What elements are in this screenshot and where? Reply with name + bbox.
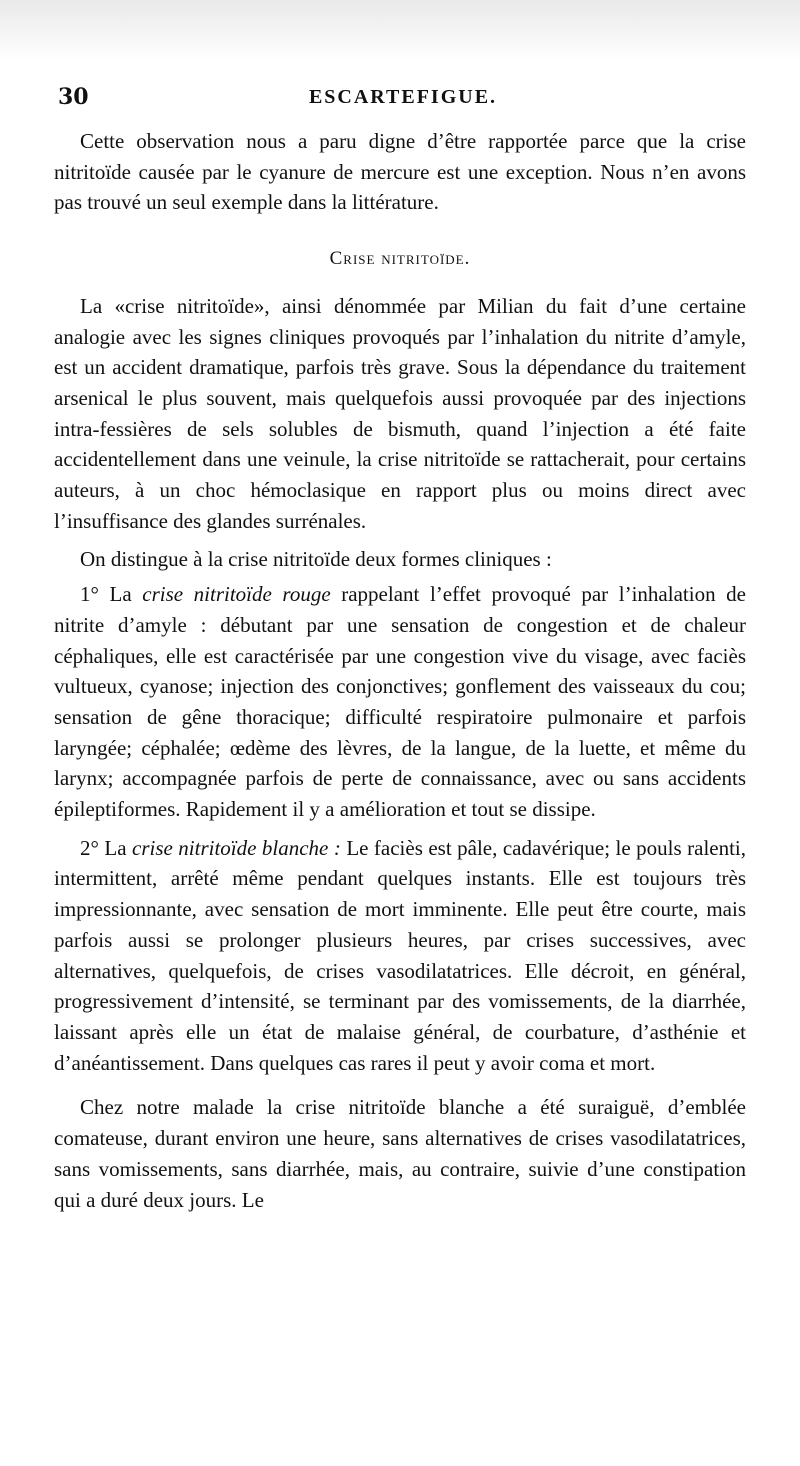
paragraph-forms-intro: On distingue à la crise nitritoïde deux formes cliniques :	[80, 547, 552, 572]
list-number: 2°	[80, 835, 99, 860]
term-white-crisis: crise nitritoïde blanche :	[132, 835, 341, 860]
paragraph-red-crisis	[54, 579, 746, 825]
body-text	[54, 126, 746, 1223]
term-red-crisis: crise nitritoïde rouge	[142, 582, 331, 607]
article: La	[109, 582, 132, 607]
paragraph-patient-case: Chez notre malade la crise nitritoïde blanche a été suraiguë, d’emblée comateuse, durant environ une heure, sans alternatives de crises vasodilatatrices, sans vomissements, sans diarrhée, mais, au contraire, suivie d’une constipation qui a duré deux jours. Le	[54, 1095, 746, 1212]
article: La	[104, 835, 127, 860]
white-crisis-description: Le faciès est pâle, cadavérique; le pouls ralenti, intermittent, arrêté même pendant quelques instants. Elle est toujours très impressionnante, avec sensation de mort imminente. Elle peut être courte, mais parfois aussi se prolonger plusieurs heures, par crises successives, avec alternatives, quelquefois, de crises vasodilatatrices. Elle décroit, en général, progressivement d’intensité, se terminant par des vomissements, de la diarrhée, laissant après elle un état de malaise général, de courbature, d’asthénie et d’anéantissement. Dans quelques cas rares il peut y avoir coma et mort.	[54, 835, 747, 1075]
paragraph-white-crisis	[54, 833, 746, 1079]
scan-edge	[0, 0, 800, 60]
red-crisis-description: rappelant l’effet provoqué par l’inhalation de nitrite d’amyle : débutant par une sensation de congestion et de chaleur céphaliques, elle est caractérisée par une congestion vive du visage, avec faciès vultueux, cyanose; injection des conjonctives; gonflement des vaisseaux du cou; sensation de gêne thoracique; difficulté respiratoire pulmonaire et parfois laryngée; céphalée; œdème des lèvres, de la langue, de la luette, et même du larynx; accompagnée parfois de perte de connaissance, avec ou sans accidents épileptiformes. Rapidement il y a amélioration et tout se dissipe.	[54, 582, 746, 822]
section-heading: Crise nitritoïde.	[329, 248, 471, 270]
running-title: ESCARTEFIGUE.	[308, 86, 498, 108]
paragraph-observation: Cette observation nous a paru digne d’être rapportée parce que la crise nitritoïde causée par le cyanure de mercure est une exception. Nous n’en avons pas trouvé un seul exemple dans la littérature.	[54, 129, 746, 215]
list-number: 1°	[80, 582, 99, 607]
paragraph-definition: La «crise nitritoïde», ainsi dénommée par Milian du fait d’une certaine analogie avec les signes cliniques provoqués par l’inhalation du nitrite d’amyle, est un accident dramatique, parfois très grave. Sous la dépendance du traitement arsenical le plus souvent, mais quelquefois aussi provoquée par des injections intra-fessières de sels solubles de bismuth, quand l’injection a été faite accidentellement dans une veinule, la crise nitritoïde se rattacherait, pour certains auteurs, à un choc hémoclasique en rapport plus ou moins direct avec l’insuffisance des glandes surrénales.	[54, 293, 746, 533]
page-header	[58, 84, 748, 118]
page-number: 30	[58, 84, 89, 110]
